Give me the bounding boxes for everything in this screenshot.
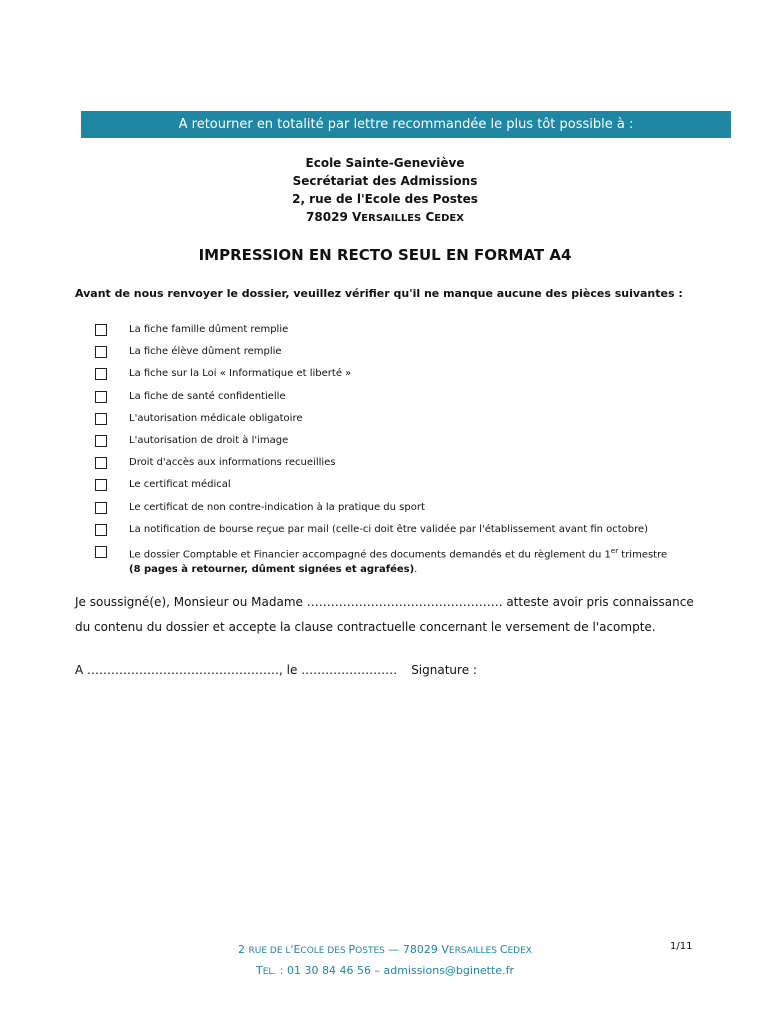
footer-address <box>0 940 770 961</box>
signature-label: Signature : <box>411 663 477 677</box>
department-name: Secrétariat des Admissions <box>292 174 478 188</box>
checkbox[interactable] <box>95 524 107 536</box>
checklist-item-label: La notification de bourse reçue par mail (celle-ci doit être validée par l'établissement avant fin octobre) <box>129 523 649 535</box>
footer-address-part: 'E <box>290 943 301 956</box>
checkbox[interactable] <box>95 502 107 514</box>
checklist-item-label: L'autorisation de droit à l'image <box>129 434 289 446</box>
footer-contact-part[interactable]: : 01 30 84 46 56 – admissions@bginette.fr <box>276 964 514 977</box>
footer-contact-part: T <box>256 964 263 977</box>
checkbox[interactable] <box>95 368 107 380</box>
financial-item-note: (8 pages à retourner, dûment signées et agrafées) <box>129 564 415 576</box>
checklist-item-label: La fiche élève dûment remplie <box>129 346 282 358</box>
footer-address-part: — 78029 V <box>384 943 449 956</box>
footer-address-part: COLE DES <box>300 946 349 956</box>
checklist-item <box>95 389 735 411</box>
school-name: Ecole Sainte-Geneviève <box>305 156 465 170</box>
checklist-item-label: Le certificat médical <box>129 479 231 491</box>
footer-address-part: P <box>348 943 356 956</box>
checklist-item-label: La fiche sur la Loi « Informatique et liberté » <box>129 368 352 380</box>
document-checklist <box>95 322 735 576</box>
city-rest: ERSAILLES <box>361 213 422 224</box>
checklist-item-label: La fiche famille dûment remplie <box>129 324 289 335</box>
footer-address-part: C <box>499 943 508 956</box>
document-title: IMPRESSION EN RECTO SEUL EN FORMAT A4 <box>198 246 572 264</box>
postcode: 78029 <box>306 210 348 224</box>
checklist-item <box>95 411 735 433</box>
checklist-item-label <box>129 544 735 577</box>
checkbox[interactable] <box>95 479 107 491</box>
checkbox[interactable] <box>95 391 107 403</box>
checklist-item <box>95 477 735 499</box>
checkbox[interactable] <box>95 457 107 469</box>
postcode-city <box>0 208 770 228</box>
recipient-address <box>0 154 770 228</box>
financial-item-text-end: trimestre <box>618 549 668 561</box>
footer-address-part: OSTES <box>355 946 385 956</box>
checkbox[interactable] <box>95 324 107 336</box>
financial-item-text: Le dossier Comptable et Financier accompagné des documents demandés et du règlement du 1 <box>129 549 611 561</box>
checklist-item-label: Le certificat de non contre-indication à la pratique du sport <box>129 501 425 513</box>
checklist-item <box>95 455 735 477</box>
checklist-item <box>95 522 735 544</box>
ordinal-suffix: er <box>610 546 619 555</box>
checklist-item <box>95 433 735 455</box>
checklist-item-label: La fiche de santé confidentielle <box>129 390 286 402</box>
footer-address-part: RUE DE L <box>248 946 291 956</box>
signature-line <box>75 663 477 677</box>
checklist-item <box>95 500 735 522</box>
checkbox[interactable] <box>95 413 107 425</box>
financial-item-period: . <box>414 564 418 576</box>
instruction-banner: A retourner en totalité par lettre recommandée le plus tôt possible à : <box>81 111 731 138</box>
footer-address-part: ERSAILLES <box>448 946 500 956</box>
city-initial: V <box>351 210 362 224</box>
checklist-item-financial <box>95 544 735 576</box>
place-date-field: A …………………………………………, le …………………… <box>75 663 398 677</box>
checklist-item <box>95 344 735 366</box>
checklist-item <box>95 322 735 344</box>
checklist-item-label: L'autorisation médicale obligatoire <box>129 412 303 424</box>
footer-address-part: EDEX <box>507 946 532 956</box>
footer-phone-email <box>0 961 770 982</box>
footer-contact-part: EL. <box>262 967 277 977</box>
cedex-initial: C <box>425 210 435 224</box>
declaration-text: Je soussigné(e), Monsieur ou Madame …………………………………………. atteste avoir pris connaissance du contenu du dossier et accepte la clause contractuelle concernant le versement de l'acompte. <box>75 595 694 634</box>
cedex-rest: EDEX <box>434 213 464 224</box>
checklist-item-label: Droit d'accès aux informations recueillies <box>129 457 336 469</box>
footer-contact <box>0 940 770 982</box>
checkbox[interactable] <box>95 546 107 558</box>
checkbox[interactable] <box>95 346 107 358</box>
page-number: 1/11 <box>670 941 693 952</box>
checkbox[interactable] <box>95 435 107 447</box>
street-address: 2, rue de l'Ecole des Postes <box>292 192 478 206</box>
checklist-item <box>95 366 735 388</box>
checklist-intro: Avant de nous renvoyer le dossier, veuillez vérifier qu'il ne manque aucune des pièces suivantes : <box>75 287 683 300</box>
footer-address-part: 2 <box>238 943 249 956</box>
